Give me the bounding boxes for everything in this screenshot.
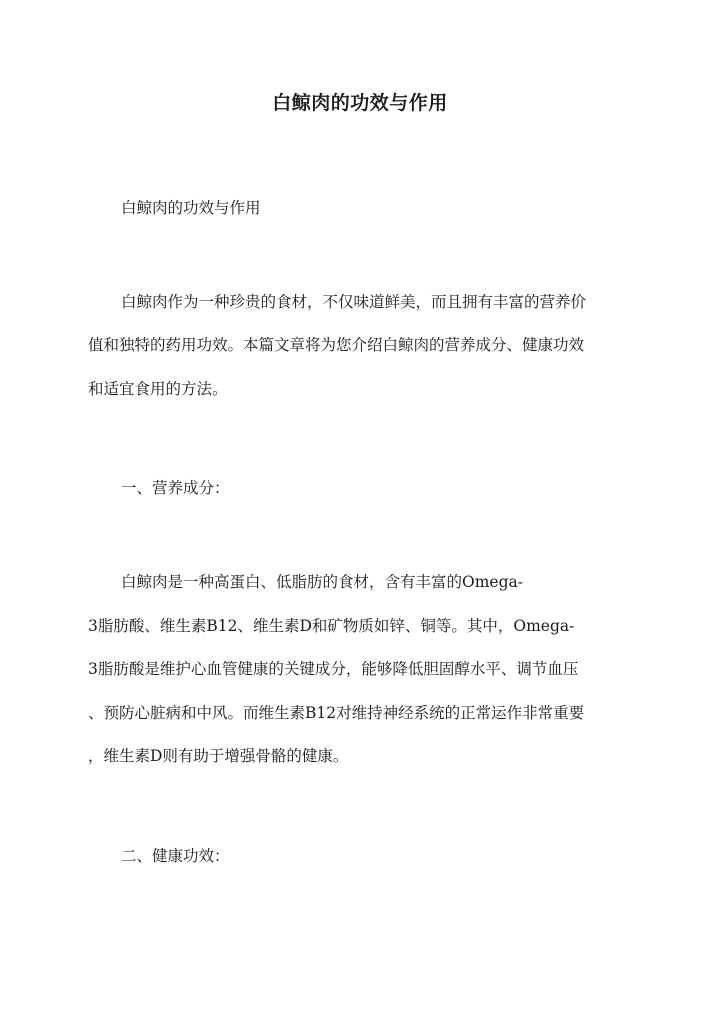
page-title: 白鲸肉的功效与作用 bbox=[272, 92, 448, 114]
intro-line-1: 白鲸肉作为一种珍贵的食材，不仅味道鲜美，而且拥有丰富的营养价 bbox=[121, 293, 587, 311]
intro-line-3: 和适宜食用的方法。 bbox=[88, 380, 228, 398]
section-heading-nutrition: 一、营养成分： bbox=[121, 479, 230, 497]
nutrition-line-5: ，维生素D则有助于增强骨骼的健康。 bbox=[88, 747, 349, 765]
nutrition-line-4: 、预防心脏病和中风。而维生素B12对维持神经系统的正常运作非常重要 bbox=[88, 704, 585, 722]
nutrition-line-1: 白鲸肉是一种高蛋白、低脂肪的食材，含有丰富的Omega- bbox=[121, 573, 523, 591]
section-heading-health: 二、健康功效： bbox=[121, 847, 230, 865]
subtitle: 白鲸肉的功效与作用 bbox=[121, 199, 261, 217]
nutrition-line-3: 3脂肪酸是维护心血管健康的关键成分，能够降低胆固醇水平、调节血压 bbox=[88, 660, 579, 678]
intro-line-2: 值和独特的药用功效。本篇文章将为您介绍白鲸肉的营养成分、健康功效 bbox=[88, 336, 585, 354]
nutrition-line-2: 3脂肪酸、维生素B12、维生素D和矿物质如锌、铜等。其中，Omega- bbox=[88, 617, 575, 635]
